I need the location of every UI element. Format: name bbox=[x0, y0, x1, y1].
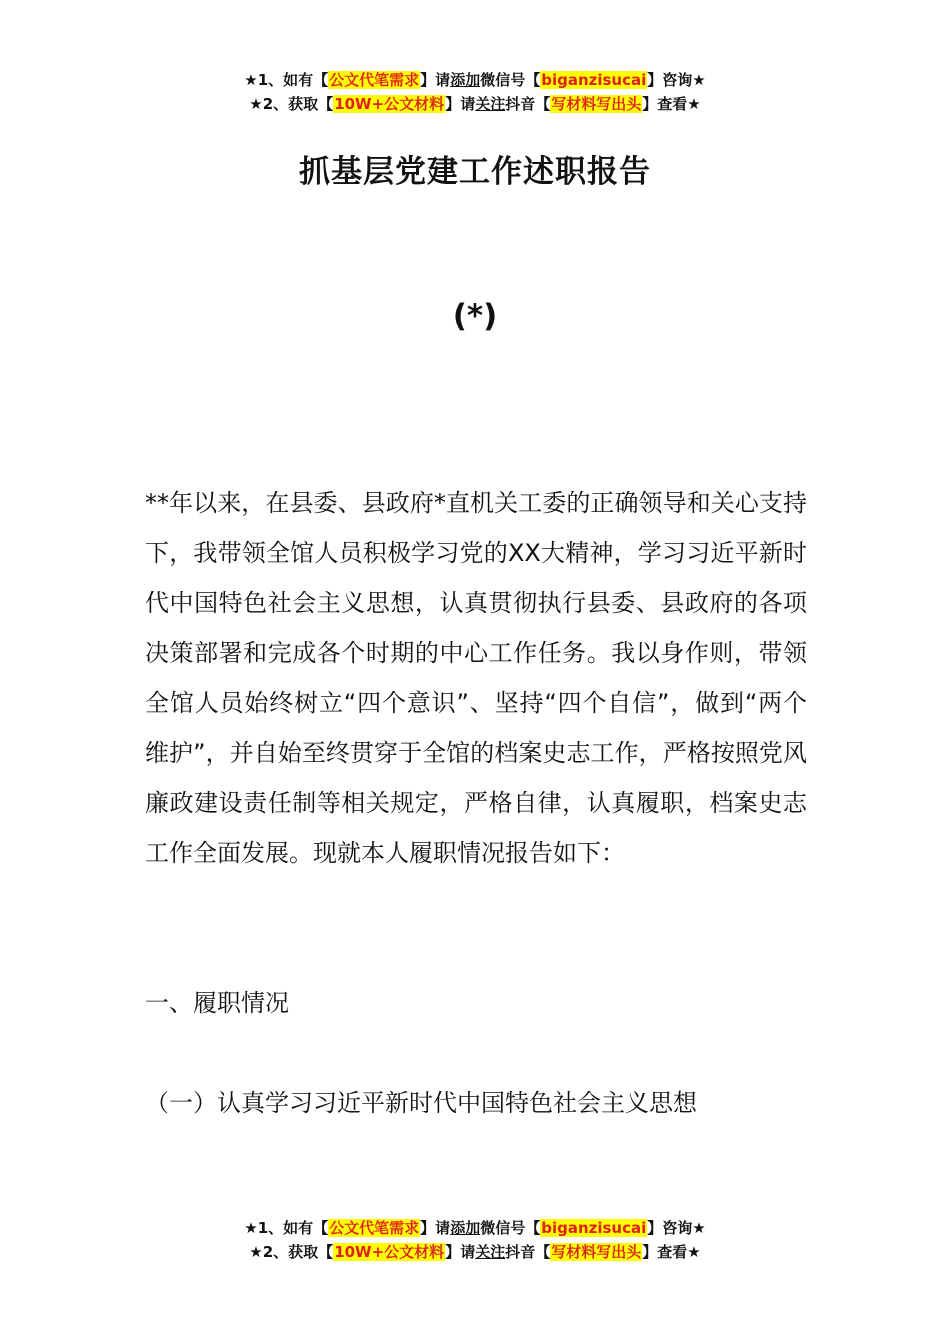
banner-line-2 bbox=[0, 92, 950, 116]
banner-line-1-suffix: 】咨询★ bbox=[647, 1219, 706, 1237]
banner-underlined-add: 添加 bbox=[450, 1219, 481, 1237]
banner-line-1-mid: 】请 bbox=[420, 1219, 451, 1237]
banner-highlight-ghostwriting: 公文代笔需求 bbox=[329, 71, 420, 89]
banner-line-2-suffix: 】查看★ bbox=[642, 1243, 701, 1261]
section-heading-1: 一、履职情况 bbox=[145, 989, 289, 1017]
banner-highlight-materials: 10W+公文材料 bbox=[334, 95, 445, 113]
banner-line-2-prefix: ★2、获取【 bbox=[249, 95, 334, 113]
header-banner bbox=[0, 68, 950, 116]
banner-line-1-prefix: ★1、如有【 bbox=[244, 71, 329, 89]
banner-line-1 bbox=[0, 1216, 950, 1240]
banner-line-1 bbox=[0, 68, 950, 92]
banner-line-1-suffix: 】咨询★ bbox=[647, 71, 706, 89]
banner-highlight-materials: 10W+公文材料 bbox=[334, 1243, 445, 1261]
subsection-heading-1: （一）认真学习习近平新时代中国特色社会主义思想 bbox=[145, 1089, 697, 1117]
banner-highlight-douyin: 写材料写出头 bbox=[551, 1243, 642, 1261]
banner-line-2 bbox=[0, 1240, 950, 1264]
document-subtitle: (*) bbox=[452, 298, 498, 334]
banner-line-2-mid2: 抖音【 bbox=[505, 95, 551, 113]
banner-underlined-follow: 关注 bbox=[475, 1243, 506, 1261]
banner-line-2-mid: 】请 bbox=[445, 95, 476, 113]
banner-line-2-suffix: 】查看★ bbox=[642, 95, 701, 113]
banner-underlined-follow: 关注 bbox=[475, 95, 506, 113]
banner-line-1-mid: 】请 bbox=[420, 71, 451, 89]
banner-highlight-wechat-id: biganzisucai bbox=[541, 71, 647, 89]
body-paragraph: **年以来，在县委、县政府*直机关工委的正确领导和关心支持下，我带领全馆人员积极学习党的XX大精神，学习习近平新时代中国特色社会主义思想，认真贯彻执行县委、县政府的各项决策部署和完成各个时期的中心工作任务。我以身作则，带领全馆人员始终树立“四个意识”、坚持“四个自信”，做到“两个维护”，并自始至终贯穿于全馆的档案史志工作，严格按照党风廉政建设责任制等相关规定，严格自律，认真履职，档案史志工作全面发展。现就本人履职情况报告如下： bbox=[145, 489, 807, 867]
banner-highlight-ghostwriting: 公文代笔需求 bbox=[329, 1219, 420, 1237]
banner-line-1-mid2: 微信号【 bbox=[480, 71, 541, 89]
banner-line-2-mid: 】请 bbox=[445, 1243, 476, 1261]
banner-line-1-prefix: ★1、如有【 bbox=[244, 1219, 329, 1237]
banner-line-2-prefix: ★2、获取【 bbox=[249, 1243, 334, 1261]
banner-underlined-add: 添加 bbox=[450, 71, 481, 89]
banner-line-2-mid2: 抖音【 bbox=[505, 1243, 551, 1261]
banner-highlight-douyin: 写材料写出头 bbox=[551, 95, 642, 113]
banner-highlight-wechat-id: biganzisucai bbox=[541, 1219, 647, 1237]
document-title: 抓基层党建工作述职报告 bbox=[299, 154, 651, 190]
footer-banner bbox=[0, 1216, 950, 1264]
banner-line-1-mid2: 微信号【 bbox=[480, 1219, 541, 1237]
